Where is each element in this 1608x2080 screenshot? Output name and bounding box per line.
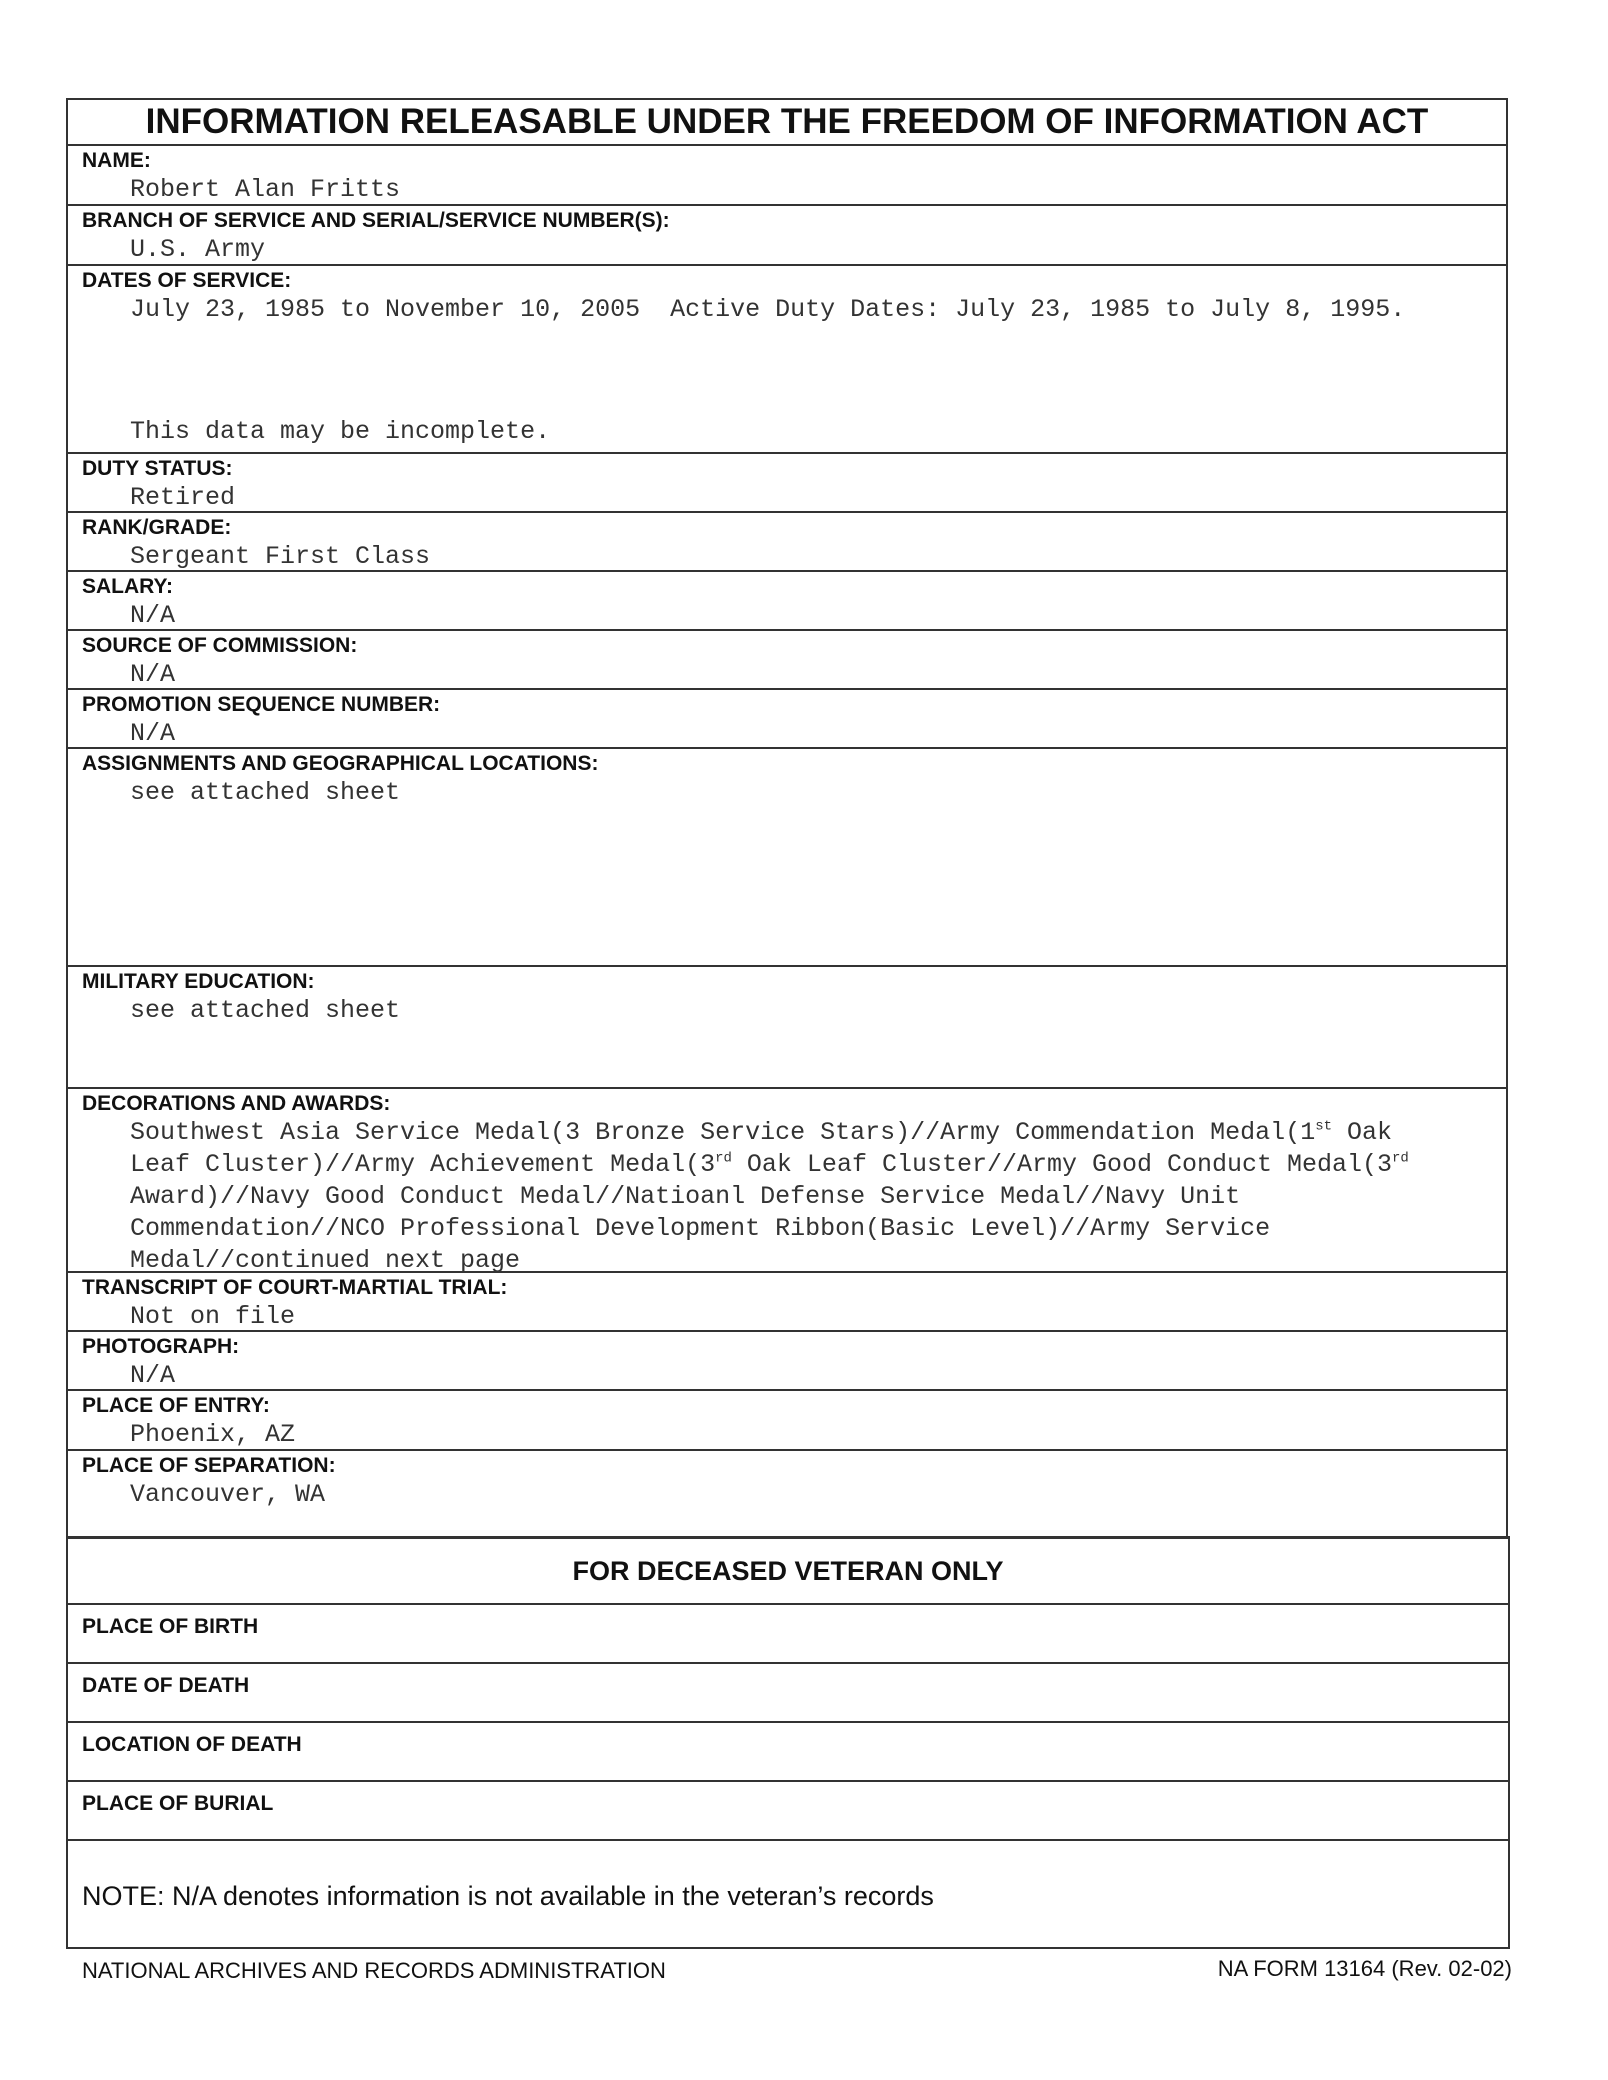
field-label: ASSIGNMENTS AND GEOGRAPHICAL LOCATIONS: xyxy=(82,752,599,775)
na-note: NOTE: N/A denotes information is not available in the veteran’s records xyxy=(82,1881,934,1911)
field-value: Vancouver, WA xyxy=(130,1480,326,1509)
field-label: SALARY: xyxy=(82,575,173,598)
field-label: PROMOTION SEQUENCE NUMBER: xyxy=(82,693,441,716)
form-title: INFORMATION RELEASABLE UNDER THE FREEDOM OF INFORMATION ACT xyxy=(68,100,1506,146)
field-label: PLACE OF ENTRY: xyxy=(82,1394,270,1417)
field-value: July 23, 1985 to November 10, 2005 Active Duty Dates: July 23, 1985 to July 8, 1995. xyxy=(130,295,1406,324)
awards-text: Oak Leaf Cluster//Army Good Conduct Medal(3 xyxy=(731,1150,1393,1179)
field-court-martial xyxy=(68,1273,1506,1332)
field-value: see attached sheet xyxy=(130,996,401,1025)
field-label: BRANCH OF SERVICE AND SERIAL/SERVICE NUMBER(S): xyxy=(82,209,670,232)
field-label: PLACE OF SEPARATION: xyxy=(82,1454,336,1477)
field-salary xyxy=(68,572,1506,631)
field-assignments xyxy=(68,749,1506,967)
footer-agency: NATIONAL ARCHIVES AND RECORDS ADMINISTRATION xyxy=(82,1958,666,1983)
deceased-section-title: FOR DECEASED VETERAN ONLY xyxy=(68,1539,1508,1605)
field-label: PHOTOGRAPH: xyxy=(82,1335,240,1358)
field-location-of-death: LOCATION OF DEATH xyxy=(68,1723,1508,1782)
field-branch xyxy=(68,206,1506,266)
ordinal-suffix: st xyxy=(1315,1118,1333,1135)
field-place-of-burial: PLACE OF BURIAL xyxy=(68,1782,1508,1841)
field-rank-grade xyxy=(68,513,1506,572)
field-value: Phoenix, AZ xyxy=(130,1420,296,1449)
field-dates-of-service xyxy=(68,266,1506,454)
field-place-of-entry xyxy=(68,1391,1506,1451)
field-place-of-birth: PLACE OF BIRTH xyxy=(68,1605,1508,1664)
field-value: N/A xyxy=(130,601,176,630)
field-value: Robert Alan Fritts xyxy=(130,175,401,204)
incomplete-note: This data may be incomplete. xyxy=(130,417,551,446)
field-label: RANK/GRADE: xyxy=(82,516,232,539)
field-duty-status xyxy=(68,454,1506,513)
field-place-of-separation xyxy=(68,1451,1506,1537)
footer-form-id: NA FORM 13164 (Rev. 02-02) xyxy=(1217,1956,1512,1981)
field-promotion-sequence xyxy=(68,690,1506,749)
field-military-education xyxy=(68,967,1506,1089)
field-value: see attached sheet xyxy=(130,778,401,807)
field-date-of-death: DATE OF DEATH xyxy=(68,1664,1508,1723)
field-value: Not on file xyxy=(130,1302,296,1331)
field-value: N/A xyxy=(130,719,176,748)
field-value: N/A xyxy=(130,660,176,689)
field-value xyxy=(68,1117,1506,1273)
field-photograph xyxy=(68,1332,1506,1391)
awards-text: Award)//Navy Good Conduct Medal//Natioanl Defense Service Medal//Navy Unit Commendation//NCO Professional Development Ribbon(Basic Level)//Army Service Medal//continued next page xyxy=(130,1150,1424,1273)
field-label: NAME: xyxy=(82,149,151,172)
field-label: DECORATIONS AND AWARDS: xyxy=(82,1092,391,1115)
field-label: MILITARY EDUCATION: xyxy=(82,970,315,993)
field-decorations-awards xyxy=(68,1089,1506,1273)
field-label: SOURCE OF COMMISSION: xyxy=(82,634,358,657)
field-label: DUTY STATUS: xyxy=(82,457,233,480)
foia-form xyxy=(66,98,1508,1539)
awards-text: Oak Leaf Cluster)//Army Achievement Medal(3 xyxy=(130,1118,1408,1179)
deceased-veteran-section xyxy=(66,1536,1510,1949)
field-label: DATES OF SERVICE: xyxy=(82,269,292,292)
field-value: Retired xyxy=(130,483,236,512)
field-value: U.S. Army xyxy=(130,235,266,264)
ordinal-suffix: rd xyxy=(1392,1150,1409,1167)
ordinal-suffix: rd xyxy=(715,1150,732,1167)
field-value: Sergeant First Class xyxy=(130,542,431,571)
awards-text: Southwest Asia Service Medal(3 Bronze Service Stars)//Army Commendation Medal(1 xyxy=(130,1118,1316,1147)
field-source-of-commission xyxy=(68,631,1506,690)
field-name xyxy=(68,146,1506,206)
field-value: N/A xyxy=(130,1361,176,1390)
field-label: TRANSCRIPT OF COURT-MARTIAL TRIAL: xyxy=(82,1276,508,1299)
